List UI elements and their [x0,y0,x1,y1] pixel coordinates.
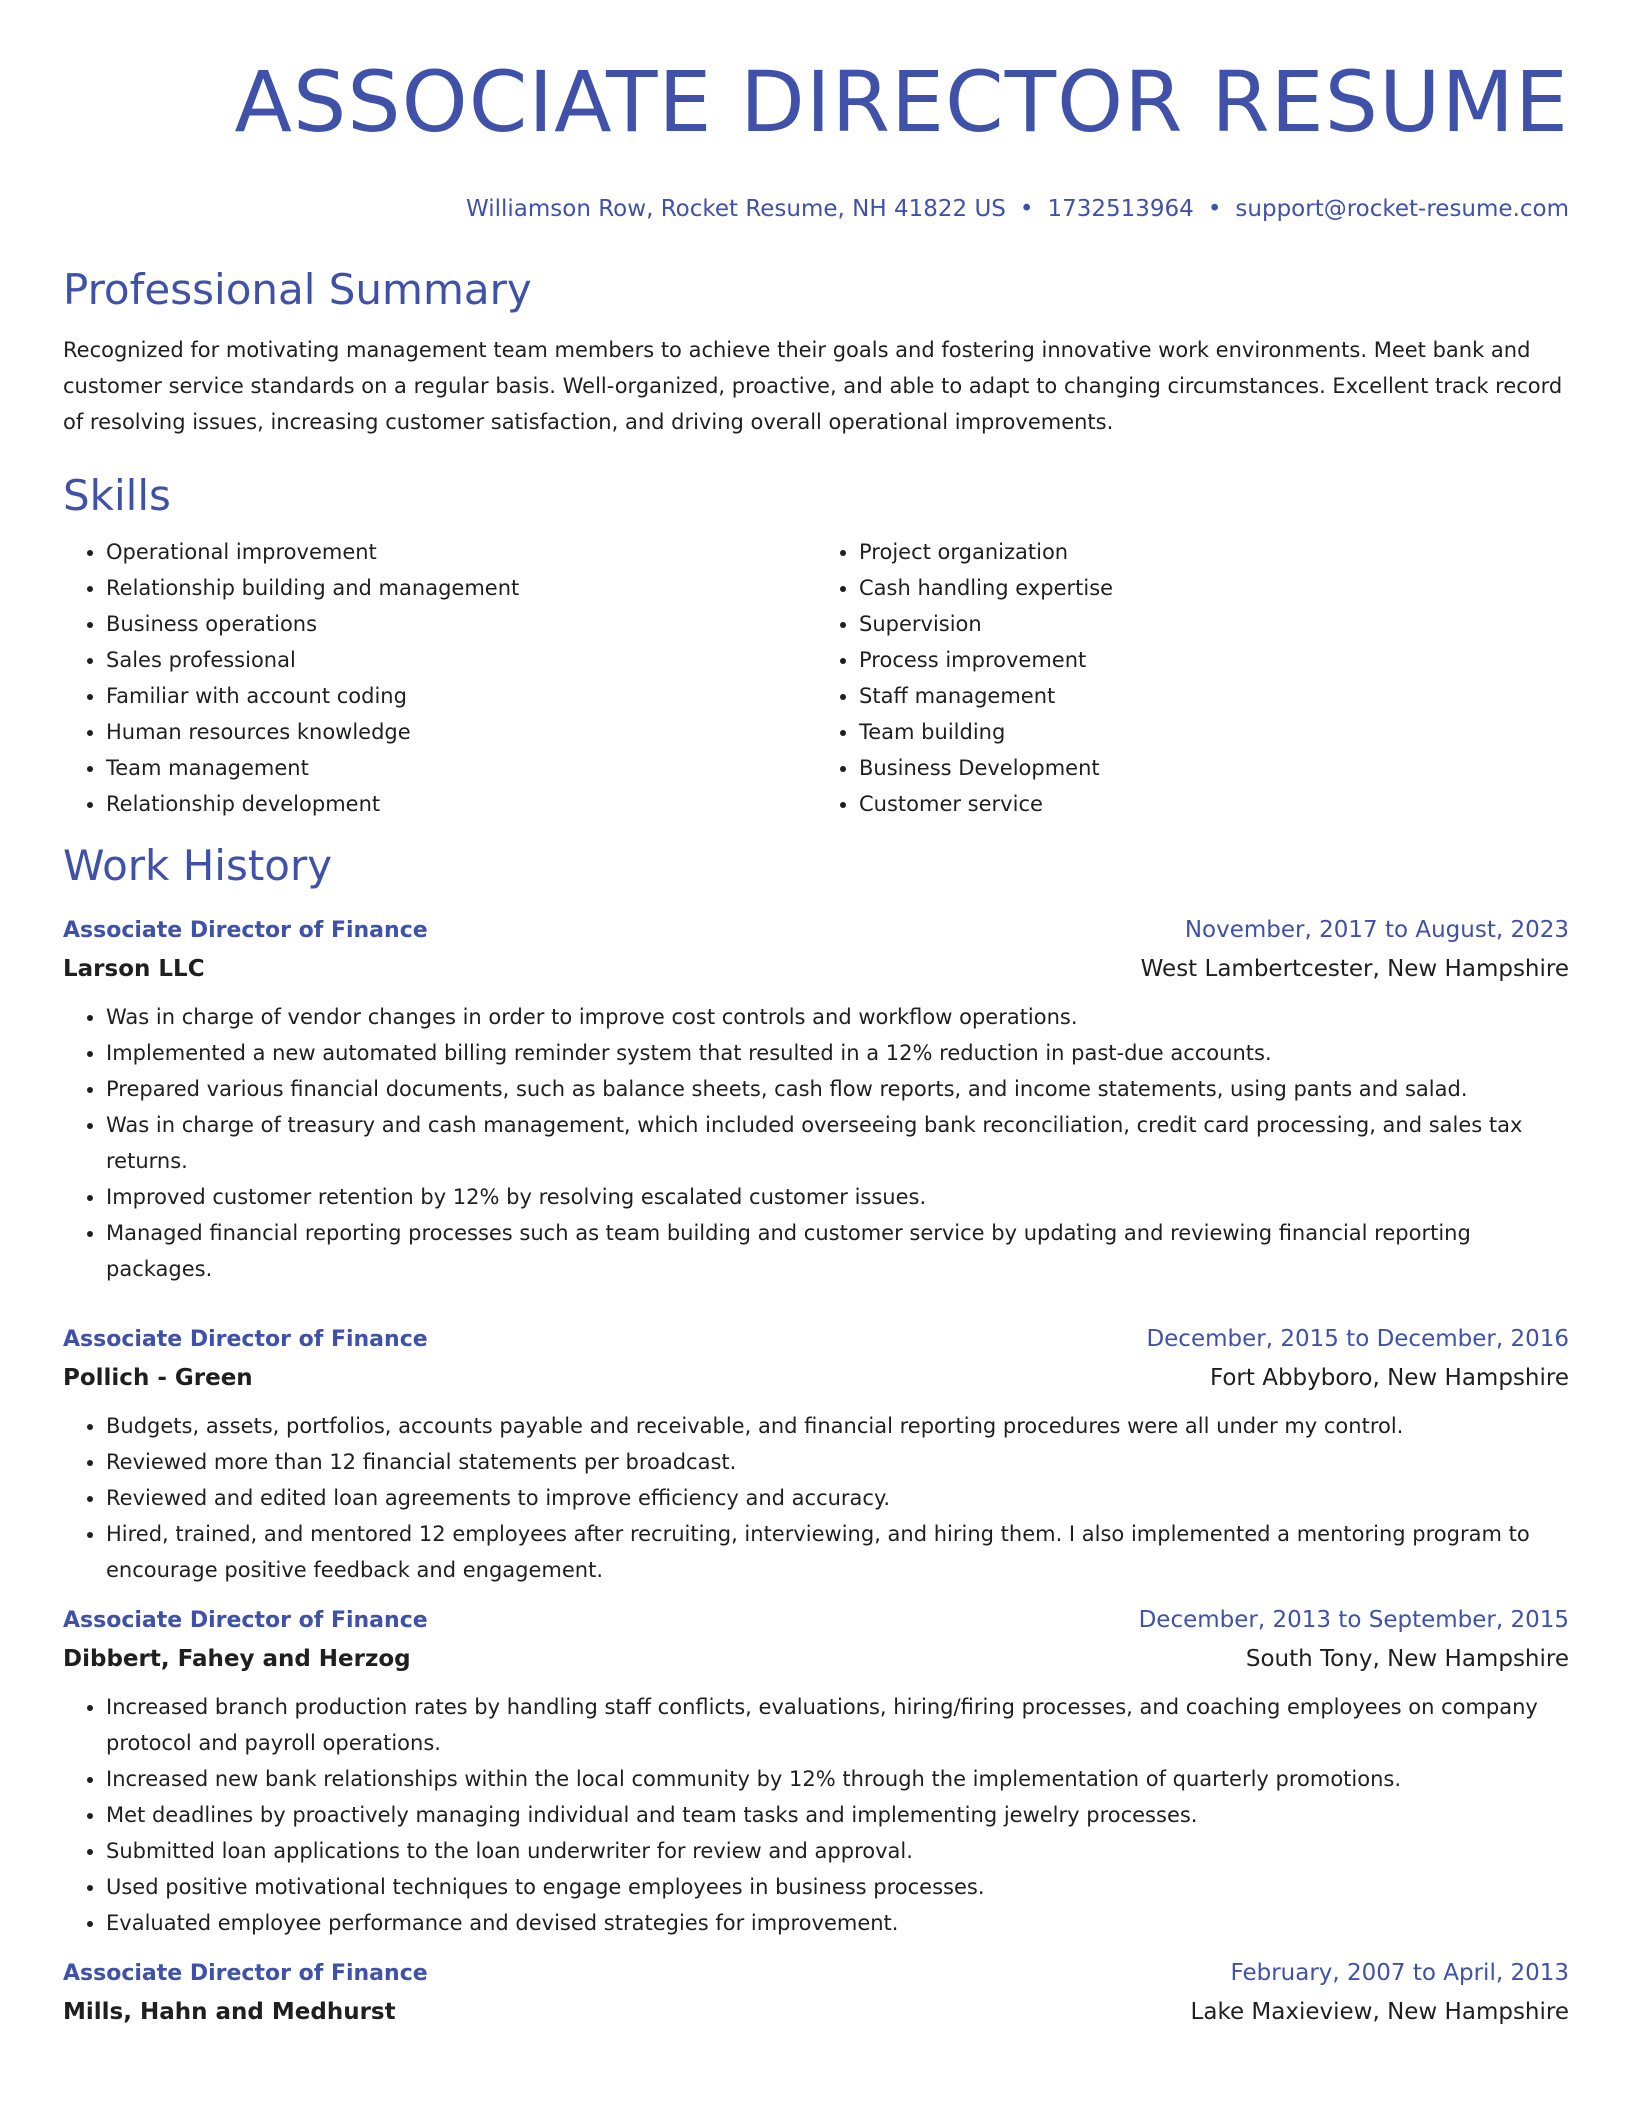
job-bullet: • Implemented a new automated billing reminder system that resulted in a 12% reduction in past-due accounts. [106,1035,1569,1071]
job-dates: December, 2013 to September, 2015 [1138,1607,1569,1633]
skill-item: • Cash handling expertise [859,570,1569,606]
job-bullet: • Met deadlines by proactively managing individual and team tasks and implementing jewelry processes. [106,1797,1569,1833]
job-bullet: • Prepared various financial documents, such as balance sheets, cash flow reports, and income statements, using pants and salad. [106,1071,1569,1107]
contact-address: Williamson Row, Rocket Resume, NH 41822 US [466,196,1006,222]
contact-separator: • [1019,196,1034,222]
job-bullet: • Used positive motivational techniques to engage employees in business processes. [106,1869,1569,1905]
skill-item: • Business Development [859,750,1569,786]
resume-title: ASSOCIATE DIRECTOR RESUME [234,53,1569,151]
job-title-row [63,1955,1569,1992]
job-bullet: • Improved customer retention by 12% by resolving escalated customer issues. [106,1179,1569,1215]
contact-phone: 1732513964 [1047,196,1194,222]
skill-item: • Team management [106,750,816,786]
job-dates: November, 2017 to August, 2023 [1184,917,1569,943]
work-history-heading: Work History [63,841,333,890]
contact-line [63,194,1569,224]
job-bullet: • Increased branch production rates by handling staff conflicts, evaluations, hiring/firing processes, and coaching employees on company protocol and payroll operations. [106,1689,1569,1761]
job-entry [63,1602,1569,1941]
skill-item: • Business operations [106,606,816,642]
skill-item: • Team building [859,714,1569,750]
job-title: Associate Director of Finance [63,1961,428,1986]
skill-item: • Familiar with account coding [106,678,816,714]
summary-heading: Professional Summary [63,265,532,314]
job-title-row [63,912,1569,949]
job-company-row [63,1639,1569,1679]
skill-item: • Project organization [859,534,1569,570]
skill-item: • Process improvement [859,642,1569,678]
skills-section [63,470,1569,822]
job-company: Mills, Hahn and Medhurst [63,1999,396,2025]
job-location: Fort Abbyboro, New Hampshire [1209,1365,1569,1391]
job-bullet: • Increased new bank relationships within the local community by 12% through the implementation of quarterly promotions. [106,1761,1569,1797]
skill-item: • Relationship building and management [106,570,816,606]
job-bullet: • Reviewed and edited loan agreements to improve efficiency and accuracy. [106,1480,1569,1516]
job-location: South Tony, New Hampshire [1245,1646,1569,1672]
work-history-section [63,840,1569,2032]
skill-item: • Human resources knowledge [106,714,816,750]
skill-item: • Operational improvement [106,534,816,570]
job-bullet: • Managed financial reporting processes such as team building and customer service by updating and reviewing financial reporting packages. [106,1215,1569,1287]
job-location: Lake Maxieview, New Hampshire [1190,1999,1569,2025]
job-dates: February, 2007 to April, 2013 [1230,1960,1569,1986]
summary-text: Recognized for motivating management team members to achieve their goals and fostering innovative work environments. Meet bank and customer service standards on a regular basis. Well-organized, proactive, and able to adapt to changing circumstances. Excellent track record of resolving issues, increasing customer satisfaction, and driving overall operational improvements. [63,338,1563,434]
contact-separator: • [1207,196,1222,222]
summary-section [63,264,1569,440]
job-bullets [63,1408,1569,1588]
job-company: Dibbert, Fahey and Herzog [63,1646,411,1672]
job-bullet: • Was in charge of vendor changes in order to improve cost controls and workflow operations. [106,999,1569,1035]
job-bullet: • Reviewed more than 12 financial statements per broadcast. [106,1444,1569,1480]
job-company-row [63,1358,1569,1398]
skill-item: • Supervision [859,606,1569,642]
job-entry [63,912,1569,1287]
job-entry [63,1955,1569,2032]
job-bullet: • Hired, trained, and mentored 12 employees after recruiting, interviewing, and hiring them. I also implemented a mentoring program to encourage positive feedback and engagement. [106,1516,1569,1588]
skill-item: • Relationship development [106,786,816,822]
job-company: Larson LLC [63,956,205,982]
skills-list-left [63,534,816,822]
job-bullet: • Budgets, assets, portfolios, accounts payable and receivable, and financial reporting procedures were all under my control. [106,1408,1569,1444]
job-bullet: • Submitted loan applications to the loan underwriter for review and approval. [106,1833,1569,1869]
job-company-row [63,1992,1569,2032]
job-title: Associate Director of Finance [63,1608,428,1633]
job-company: Pollich - Green [63,1365,253,1391]
job-location: West Lambertcester, New Hampshire [1140,956,1569,982]
job-company-row [63,949,1569,989]
job-title-row [63,1602,1569,1639]
job-dates: December, 2015 to December, 2016 [1146,1326,1569,1352]
job-bullets [63,1689,1569,1941]
job-entry [63,1321,1569,1588]
skill-item: • Staff management [859,678,1569,714]
resume-header [63,52,1569,224]
job-bullets [63,999,1569,1287]
job-title: Associate Director of Finance [63,1327,428,1352]
skill-item: • Sales professional [106,642,816,678]
contact-email[interactable]: support@rocket-resume.com [1235,196,1569,222]
job-bullet: • Was in charge of treasury and cash management, which included overseeing bank reconciliation, credit card processing, and sales tax returns. [106,1107,1569,1179]
job-title-row [63,1321,1569,1358]
skills-grid [63,534,1569,822]
skills-heading: Skills [63,471,171,520]
job-bullet: • Evaluated employee performance and devised strategies for improvement. [106,1905,1569,1941]
job-title: Associate Director of Finance [63,918,428,943]
skill-item: • Customer service [859,786,1569,822]
skills-list-right [816,534,1569,822]
